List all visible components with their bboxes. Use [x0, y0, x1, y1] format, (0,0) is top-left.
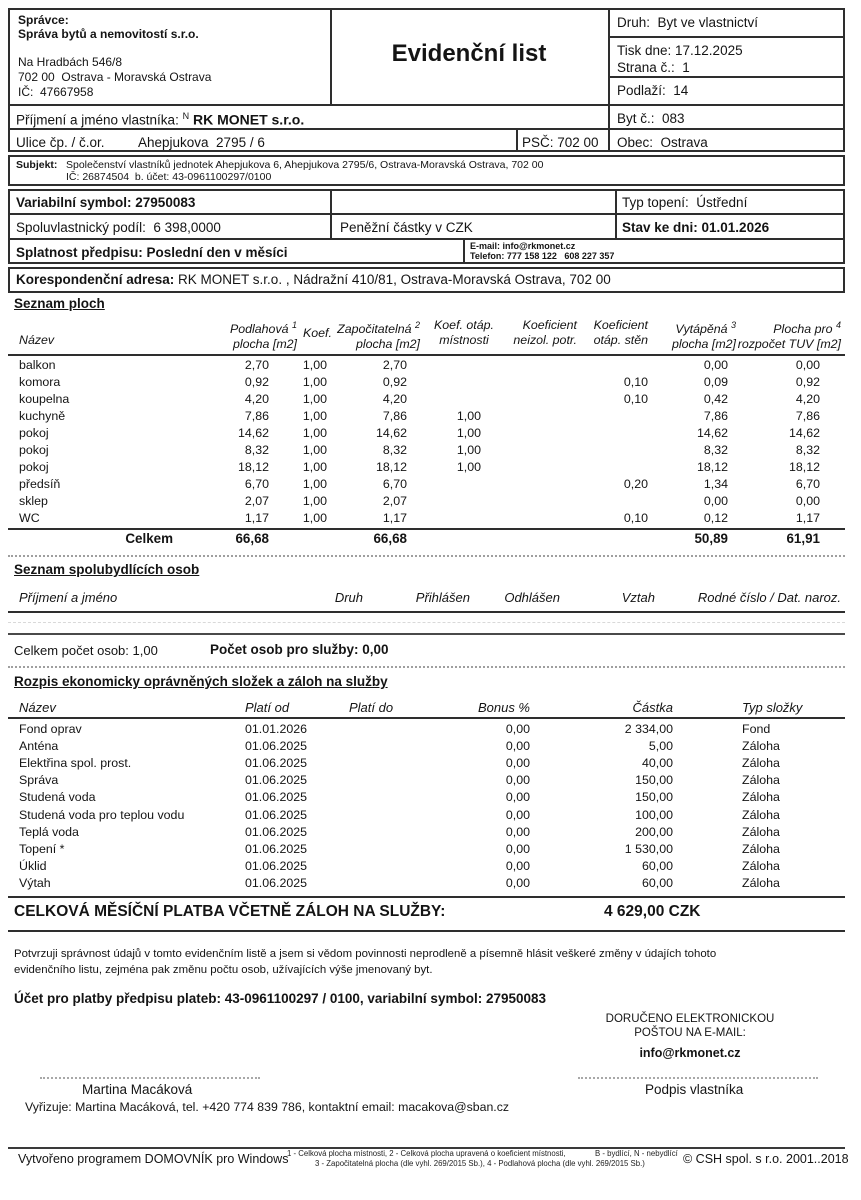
charges-col-bonus: Bonus % — [477, 700, 530, 715]
cell: Správa — [19, 773, 59, 787]
cell: Záloha — [742, 773, 780, 787]
manager-street: Na Hradbách 546/8 — [18, 55, 123, 69]
cell: 0,92 — [795, 375, 820, 389]
charge-row — [0, 876, 861, 893]
subject-line1: Společenství vlastníků jednotek Ahepjukova 6, Ahepjukova 2795/6, Ostrava-Moravská Ostrava, 702 00 — [66, 159, 544, 171]
cell: koupelna — [19, 392, 70, 406]
dotted-divider — [8, 666, 845, 668]
cell: 18,12 — [788, 460, 820, 474]
cell: sklep — [19, 494, 48, 508]
contact-email: E-mail: info@rkmonet.cz — [470, 241, 576, 251]
cell: 40,00 — [641, 756, 673, 770]
cell: 61,91 — [786, 531, 820, 546]
cell: 0,12 — [703, 511, 728, 525]
divider — [8, 213, 845, 215]
area-row — [0, 443, 861, 460]
subject-label: Subjekt: — [16, 159, 58, 171]
charge-row — [0, 773, 861, 790]
cell: 1,17 — [795, 511, 820, 525]
divider — [8, 354, 845, 356]
cell: Záloha — [742, 876, 780, 890]
cell: Fond — [742, 722, 771, 736]
cell: 200,00 — [635, 825, 673, 839]
charge-row — [0, 859, 861, 876]
cell: Záloha — [742, 808, 780, 822]
cell: 1,00 — [302, 477, 327, 491]
total-label: Celkem — [125, 531, 173, 546]
cell: 0,09 — [703, 375, 728, 389]
charges-col-type: Typ složky — [742, 700, 803, 715]
cell: 8,32 — [795, 443, 820, 457]
cell: Záloha — [742, 739, 780, 753]
persons-col-name: Příjmení a jméno — [19, 590, 118, 605]
cell: pokoj — [19, 443, 49, 457]
cell: 1,00 — [302, 443, 327, 457]
area-row — [0, 392, 861, 409]
cell: 1,00 — [302, 392, 327, 406]
cell: 2,07 — [382, 494, 407, 508]
cell: 0,00 — [703, 358, 728, 372]
unit-type: Druh: Byt ve vlastnictví — [617, 15, 759, 30]
cell: 1,00 — [302, 426, 327, 440]
charge-row — [0, 722, 861, 739]
charge-row — [0, 842, 861, 859]
delivery-line1: DORUČENO ELEKTRONICKOU — [605, 1013, 775, 1025]
cell: Fond oprav — [19, 722, 82, 736]
divider — [608, 36, 845, 38]
persons-col-deregistered: Odhlášen — [504, 590, 560, 605]
cell: Záloha — [742, 825, 780, 839]
cell: 01.06.2025 — [245, 808, 308, 822]
owner-name: RK MONET s.r.o. — [189, 111, 305, 128]
cell: balkon — [19, 358, 56, 372]
persons-col-registered: Přihlášen — [415, 590, 470, 605]
cell: 0,20 — [623, 477, 648, 491]
cell: Studená voda pro teplou vodu — [19, 808, 185, 822]
signature-line-left — [40, 1077, 260, 1079]
street-value: Ahepjukova 2795 / 6 — [138, 135, 265, 150]
cell: 0,00 — [505, 773, 530, 787]
cell: 60,00 — [641, 859, 673, 873]
owner-signature-label: Podpis vlastníka — [645, 1082, 744, 1097]
cell: 1,00 — [456, 409, 481, 423]
heating-type: Typ topení: Ústřední — [622, 195, 748, 210]
cell: 1,00 — [456, 426, 481, 440]
charge-row — [0, 739, 861, 756]
areas-total-row — [0, 531, 861, 549]
cell: pokoj — [19, 460, 49, 474]
cell: 0,42 — [703, 392, 728, 406]
cell: 1,17 — [382, 511, 407, 525]
valid-as-of: Stav ke dni: 01.01.2026 — [622, 220, 770, 235]
areas-heading: Seznam ploch — [14, 296, 105, 311]
cell: 5,00 — [648, 739, 673, 753]
cell: 01.06.2025 — [245, 756, 308, 770]
print-date: Tisk dne: 17.12.2025 — [617, 43, 743, 58]
manager-company: Správa bytů a nemovitostí s.r.o. — [18, 27, 199, 41]
charge-row — [0, 808, 861, 825]
ownership-share: Spoluvlastnický podíl: 6 398,0000 — [16, 220, 221, 235]
divider — [330, 189, 332, 238]
cell: 6,70 — [382, 477, 407, 491]
area-row — [0, 477, 861, 494]
contact-phone: Telefon: 777 158 122 608 227 357 — [470, 251, 615, 261]
cell: Záloha — [742, 859, 780, 873]
cell: 1,00 — [302, 409, 327, 423]
cell: 0,00 — [505, 790, 530, 804]
areas-col-uninsulated-coef: Koeficient neizol. potr. — [513, 318, 577, 347]
cell: 0,10 — [623, 375, 648, 389]
cell: 0,00 — [505, 739, 530, 753]
footer-note-2: 3 - Započitatelná plocha (dle vyhl. 269/2015 Sb.), 4 - Podlahová plocha (dle vyhl. 269/2015 Sb.) — [315, 1159, 645, 1168]
areas-col-wall-heat-coef: Koeficient otáp. stěn — [593, 318, 648, 347]
charges-col-amount: Částka — [632, 700, 673, 715]
cell: 1,00 — [302, 511, 327, 525]
delivery-email: info@rkmonet.cz — [639, 1046, 741, 1060]
manager-ic: IČ: 47667958 — [18, 85, 94, 99]
area-row — [0, 494, 861, 511]
divider — [8, 896, 845, 898]
cell: 0,00 — [505, 859, 530, 873]
areas-col-counted-area: Započitatelná $^2$ plocha [m2] — [337, 320, 420, 352]
divider — [8, 104, 845, 106]
area-row — [0, 426, 861, 443]
monthly-total-amount: 4 629,00 CZK — [604, 903, 701, 920]
page-title: Evidenční list — [391, 40, 547, 67]
divider — [8, 238, 845, 240]
cell: předsíň — [19, 477, 61, 491]
charges-heading: Rozpis ekonomicky oprávněných složek a záloh na služby — [14, 674, 388, 689]
owner-label: Příjmení a jméno vlastníka: — [16, 112, 183, 128]
cell: Topení * — [19, 842, 65, 856]
divider — [516, 128, 518, 152]
areas-col-floor-area: Podlahová $^1$ plocha [m2] — [229, 320, 297, 352]
cell: 4,20 — [795, 392, 820, 406]
cell: Teplá voda — [19, 825, 79, 839]
charge-row — [0, 825, 861, 842]
cell: 4,20 — [382, 392, 407, 406]
divider — [608, 8, 610, 152]
divider — [8, 611, 845, 613]
cell: 14,62 — [375, 426, 407, 440]
cell: 01.06.2025 — [245, 876, 308, 890]
cell: komora — [19, 375, 61, 389]
manager-label: Správce: — [18, 13, 69, 27]
divider — [8, 128, 845, 130]
cell: Úklid — [19, 859, 47, 873]
persons-services-total: Počet osob pro služby: 0,00 — [210, 642, 389, 657]
cell: 0,00 — [703, 494, 728, 508]
persons-col-birth-id: Rodné číslo / Dat. naroz. — [697, 590, 841, 605]
street-label: Ulice čp. / č.or. — [16, 135, 105, 150]
cell: 0,92 — [382, 375, 407, 389]
areas-col-room-heat-coef: Koef. otáp. místnosti — [434, 318, 494, 347]
cell: kuchyně — [19, 409, 66, 423]
cell: 7,86 — [382, 409, 407, 423]
cell: 2 334,00 — [624, 722, 673, 736]
charge-row — [0, 790, 861, 807]
cell: 01.01.2026 — [245, 722, 308, 736]
currency-note: Peněžní částky v CZK — [340, 220, 473, 235]
cell: 150,00 — [635, 773, 673, 787]
cell: 2,70 — [244, 358, 269, 372]
delivery-line2: POŠTOU NA E-MAIL: — [634, 1027, 746, 1039]
signature-line-right — [578, 1077, 818, 1079]
cell: 01.06.2025 — [245, 842, 308, 856]
cell: 18,12 — [696, 460, 728, 474]
charges-col-valid-from: Platí od — [245, 700, 290, 715]
cell: 4,20 — [244, 392, 269, 406]
cell: 6,70 — [795, 477, 820, 491]
municipality: Obec: Ostrava — [617, 135, 708, 150]
charges-col-name: Název — [19, 700, 56, 715]
cell: 0,00 — [505, 825, 530, 839]
divider — [8, 633, 845, 635]
cell: Anténa — [19, 739, 59, 753]
cell: 66,68 — [235, 531, 269, 546]
cell: 14,62 — [696, 426, 728, 440]
cell: 2,07 — [244, 494, 269, 508]
owner-flag: N — [182, 111, 190, 121]
cell: 14,62 — [788, 426, 820, 440]
cell: 0,00 — [505, 722, 530, 736]
cell: 18,12 — [237, 460, 269, 474]
divider — [608, 76, 845, 78]
handler-name: Martina Macáková — [82, 1082, 193, 1097]
cell: 1,17 — [244, 511, 269, 525]
persons-col-relation: Vztah — [621, 590, 655, 605]
payment-account: Účet pro platby předpisu plateb: 43-0961100297 / 0100, variabilní symbol: 27950083 — [14, 991, 547, 1006]
area-row — [0, 358, 861, 375]
empty-row-divider — [8, 622, 845, 623]
manager-city: 702 00 Ostrava - Moravská Ostrava — [18, 70, 212, 84]
cell: 1 530,00 — [624, 842, 673, 856]
cell: 0,92 — [244, 375, 269, 389]
cell: 0,00 — [795, 494, 820, 508]
cell: 01.06.2025 — [245, 790, 308, 804]
cell: 2,70 — [382, 358, 407, 372]
cell: 7,86 — [795, 409, 820, 423]
floor: Podlaží: 14 — [617, 83, 689, 98]
cell: 50,89 — [694, 531, 728, 546]
persons-col-type: Druh — [334, 590, 363, 605]
footer-program: Vytvořeno programem DOMOVNÍK pro Windows — [18, 1152, 289, 1166]
cell: 01.06.2025 — [245, 825, 308, 839]
cell: 0,00 — [505, 842, 530, 856]
area-row — [0, 460, 861, 477]
monthly-total-label: CELKOVÁ MĚSÍČNÍ PLATBA VČETNĚ ZÁLOH NA SLUŽBY: — [14, 903, 446, 920]
cell: 8,32 — [382, 443, 407, 457]
cell: 18,12 — [375, 460, 407, 474]
cell: 14,62 — [237, 426, 269, 440]
cell: WC — [19, 511, 40, 525]
area-row — [0, 375, 861, 392]
divider — [8, 528, 845, 530]
declaration-line1: Potvrzuji správnost údajů v tomto evidenčním listě a jsem si vědom povinnosti neprodleně a písemně hlásit veškeré změny v údajích tohoto — [14, 948, 717, 960]
cell: 1,00 — [302, 375, 327, 389]
cell: 0,10 — [623, 392, 648, 406]
cell: Studená voda — [19, 790, 96, 804]
cell: 1,00 — [302, 460, 327, 474]
cell: Záloha — [742, 756, 780, 770]
footer-note-1: 1 - Celková plocha místnosti, 2 - Celková plocha upravená o koeficient místnosti, — [287, 1149, 566, 1158]
cell: Elektřina spol. prost. — [19, 756, 132, 770]
footer-note-legend: B - bydlící, N - nebydlící — [595, 1149, 678, 1158]
cell: 0,00 — [795, 358, 820, 372]
apartment-number: Byt č.: 083 — [617, 111, 685, 126]
cell: Výtah — [19, 876, 51, 890]
persons-total: Celkem počet osob: 1,00 — [14, 643, 158, 658]
subject-line2: IČ: 26874504 b. účet: 43-0961100297/0100 — [66, 171, 272, 183]
postal-code: PSČ: 702 00 — [522, 135, 599, 150]
persons-heading: Seznam spolubydlících osob — [14, 562, 200, 577]
cell: 01.06.2025 — [245, 739, 308, 753]
cell: 7,86 — [703, 409, 728, 423]
divider — [8, 930, 845, 932]
cell: 1,34 — [703, 477, 728, 491]
cell: Záloha — [742, 842, 780, 856]
dotted-divider — [8, 555, 845, 557]
cell: Záloha — [742, 790, 780, 804]
cell: 60,00 — [641, 876, 673, 890]
cell: 66,68 — [373, 531, 407, 546]
cell: 01.06.2025 — [245, 773, 308, 787]
cell: 8,32 — [244, 443, 269, 457]
cell: 8,32 — [703, 443, 728, 457]
cell: 01.06.2025 — [245, 859, 308, 873]
correspondence-value: RK MONET s.r.o. , Nádražní 410/81, Ostrava-Moravská Ostrava, 702 00 — [178, 272, 611, 287]
cell: 1,00 — [456, 443, 481, 457]
cell: 7,86 — [244, 409, 269, 423]
areas-col-coef: Koef. — [303, 326, 332, 340]
footer-copyright: © CSH spol. s r.o. 2001..2018 — [683, 1152, 849, 1166]
cell: 1,00 — [302, 494, 327, 508]
cell: 1,00 — [456, 460, 481, 474]
cell: 0,00 — [505, 876, 530, 890]
charges-col-valid-to: Platí do — [349, 700, 394, 715]
owner-row — [16, 111, 304, 128]
declaration-line2: evidenčního listu, zejména pak změnu počtu osob, užívajících výše jmenovaný byt. — [14, 964, 433, 976]
cell: 1,00 — [302, 358, 327, 372]
cell: 0,10 — [623, 511, 648, 525]
area-row — [0, 409, 861, 426]
cell: pokoj — [19, 426, 49, 440]
handler-contact: Vyřizuje: Martina Macáková, tel. +420 774 839 786, kontaktní email: macakova@sban.cz — [25, 1100, 510, 1114]
cell: 0,00 — [505, 808, 530, 822]
areas-col-heated-area: Vytápěná $^3$ plocha [m2] — [671, 320, 736, 352]
charge-row — [0, 756, 861, 773]
cell: 100,00 — [635, 808, 673, 822]
divider — [463, 238, 465, 264]
area-row — [0, 511, 861, 528]
page-number: Strana č.: 1 — [617, 60, 690, 75]
areas-col-tuv-area: Plocha pro $^4$ rozpočet TUV [m2] — [737, 320, 841, 352]
divider — [8, 717, 845, 719]
cell: 0,00 — [505, 756, 530, 770]
cell: 150,00 — [635, 790, 673, 804]
cell: 6,70 — [244, 477, 269, 491]
divider — [615, 189, 617, 238]
areas-col-name: Název — [19, 333, 55, 347]
due-date: Splatnost předpisu: Poslední den v měsíci — [16, 245, 288, 260]
correspondence-address — [16, 272, 611, 287]
delivery-note — [570, 1012, 810, 1060]
correspondence-label: Korespondenční adresa: — [16, 272, 179, 287]
variable-symbol: Variabilní symbol: 27950083 — [16, 195, 196, 210]
